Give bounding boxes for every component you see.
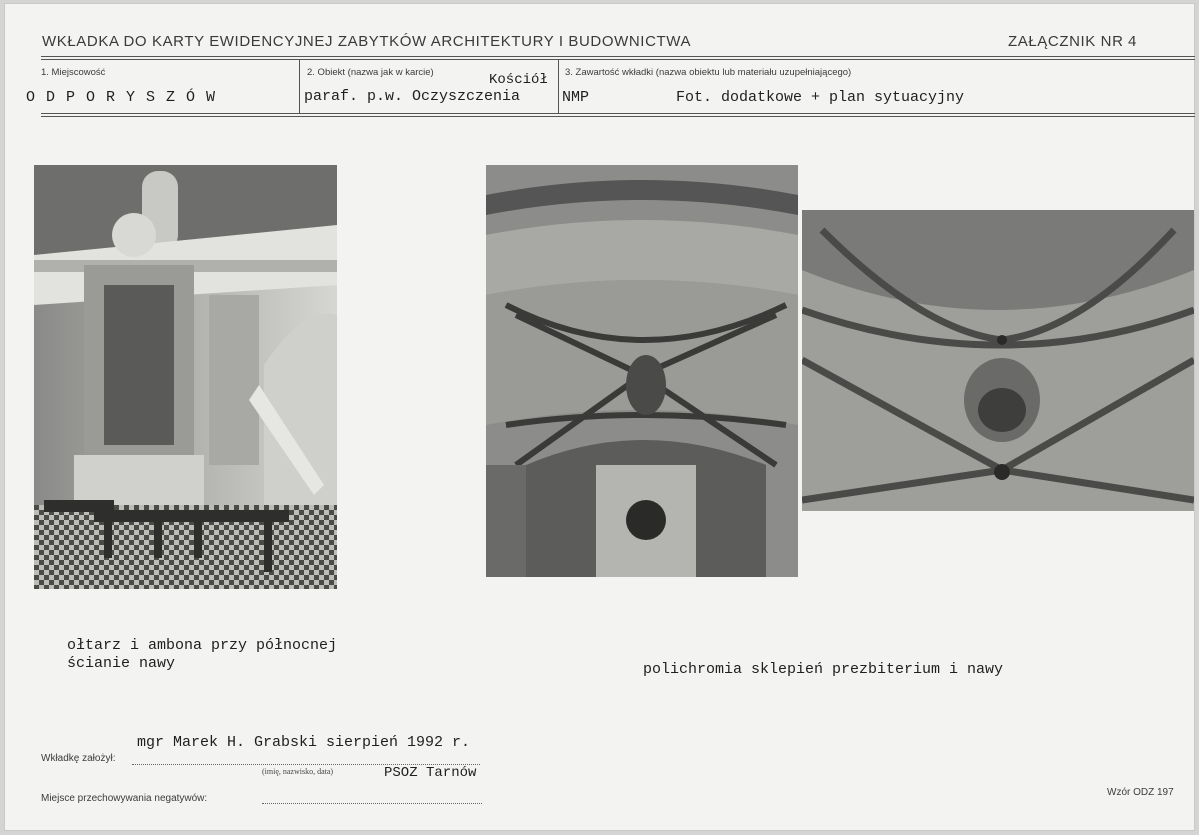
object-label: 2. Obiekt (nazwa jak w karcie)	[307, 67, 434, 78]
object-value-line2: paraf. p.w. Oczyszczenia	[304, 88, 521, 105]
author-label: Wkładkę założył:	[41, 753, 116, 764]
annex-label-text: ZAŁĄCZNIK NR	[1008, 33, 1124, 50]
interior-photo-drawing	[34, 165, 337, 589]
content-label: 3. Zawartość wkładki (nazwa obiektu lub materiału uzupełniającego)	[565, 67, 852, 78]
form-code: Wzór ODZ 197	[1107, 787, 1174, 798]
caption-left-line2: ścianie nawy	[67, 655, 176, 672]
locality-value: O D P O R Y S Z Ó W	[26, 89, 217, 106]
caption-right: polichromia sklepień prezbiterium i nawy	[643, 661, 1004, 678]
author-hint: (imię, nazwisko, data)	[262, 767, 334, 776]
header-rule-top2	[41, 59, 1195, 60]
storage-label: Miejsce przechowywania negatywów:	[41, 793, 208, 804]
object-value-line1: Kościół	[489, 72, 548, 88]
vault-polychrome-photo	[486, 165, 798, 577]
storage-dotted-line	[262, 802, 482, 804]
form-title: WKŁADKA DO KARTY EWIDENCYJNEJ ZABYTKÓW ARCHITEKTURY I BUDOWNICTWA	[42, 33, 692, 50]
nave-photo-drawing	[802, 210, 1194, 511]
caption-left-line1: ołtarz i ambona przy północnej	[67, 637, 338, 654]
locality-label: 1. Miejscowość	[41, 67, 106, 78]
author-value: mgr Marek H. Grabski sierpień 1992 r.	[137, 734, 471, 751]
institution: PSOZ Tarnów	[384, 765, 477, 781]
annex-number: 4	[1127, 34, 1138, 51]
annex-label	[1008, 33, 1137, 51]
header-rule-bottom	[41, 113, 1195, 114]
content-value-line1: NMP	[562, 89, 590, 106]
vault-photo-drawing	[486, 165, 798, 577]
interior-altar-pulpit-photo	[34, 165, 337, 589]
content-value-line2: Fot. dodatkowe + plan sytuacyjny	[676, 89, 965, 106]
field-divider-1	[299, 59, 300, 114]
header-rule-bottom2	[41, 116, 1195, 117]
document-sheet	[4, 3, 1195, 831]
nave-vault-photo	[802, 210, 1194, 511]
field-divider-2	[558, 59, 559, 114]
header-rule-top	[41, 56, 1195, 57]
